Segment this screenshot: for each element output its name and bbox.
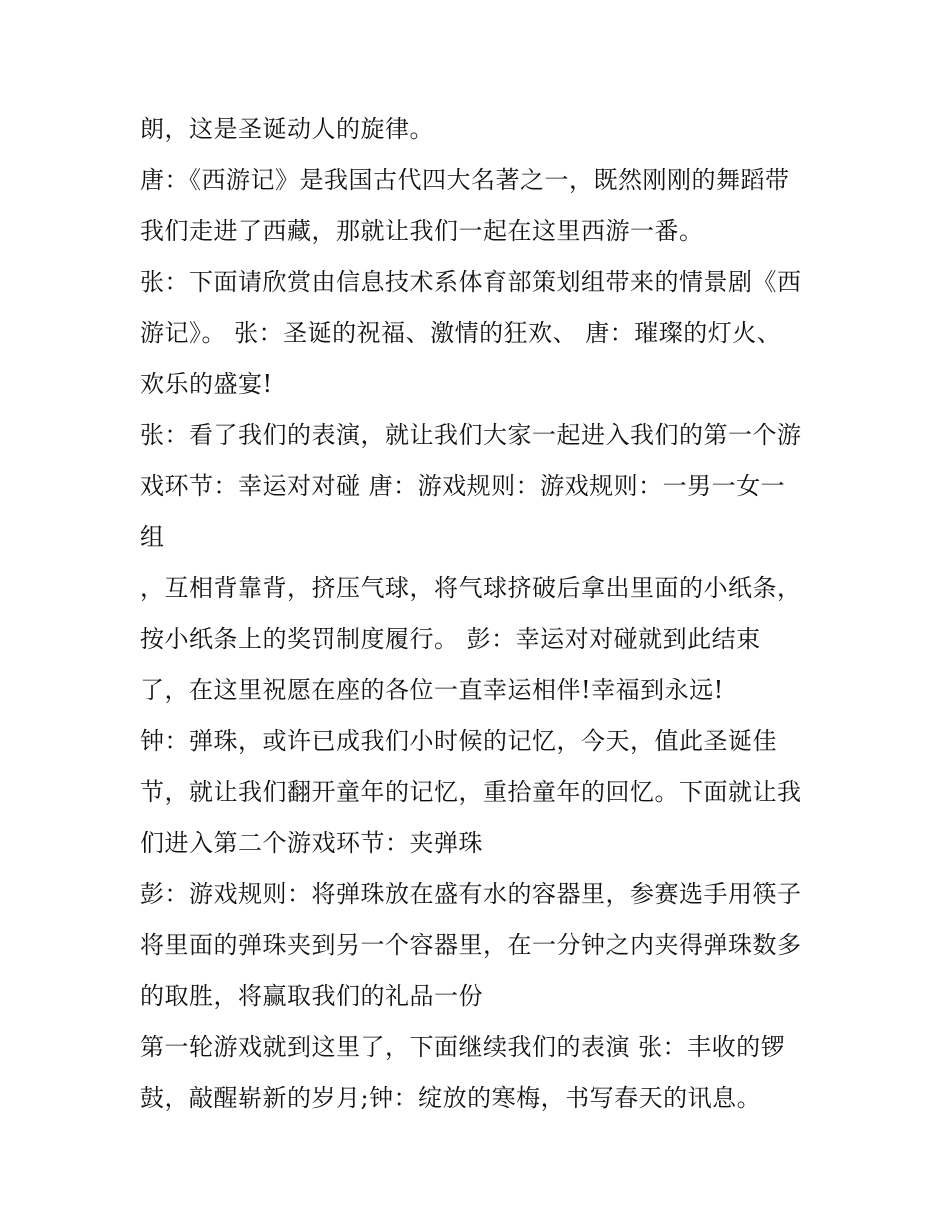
text-line: 唐：《西游记》是我国古代四大名著之一，既然刚刚的舞蹈带 bbox=[140, 166, 790, 194]
text-line: 按小纸条上的奖罚制度履行。 彭：幸运对对碰就到此结束 bbox=[140, 625, 761, 653]
text-line: 第一轮游戏就到这里了，下面继续我们的表演 张：丰收的锣 bbox=[140, 1033, 786, 1061]
document-body bbox=[140, 104, 820, 1124]
text-line: 了，在这里祝愿在座的各位一直幸运相伴!幸福到永远! bbox=[140, 676, 724, 704]
text-line: ，互相背靠背，挤压气球，将气球挤破后拿出里面的小纸条， bbox=[140, 574, 802, 602]
text-line: 朗，这是圣诞动人的旋律。 bbox=[140, 115, 434, 143]
text-line: 们进入第二个游戏环节：夹弹珠 bbox=[140, 829, 483, 857]
text-line: 鼓，敲醒崭新的岁月;钟：绽放的寒梅，书写春天的讯息。 bbox=[140, 1084, 762, 1112]
text-line: 张：下面请欣赏由信息技术系体育部策划组带来的情景剧《西 bbox=[140, 268, 802, 296]
text-line: 的取胜，将赢取我们的礼品一份 bbox=[140, 982, 483, 1010]
text-line: 游记》。 张：圣诞的祝福、激情的狂欢、 唐：璀璨的灯火、 bbox=[140, 319, 782, 347]
text-line: 彭：游戏规则：将弹珠放在盛有水的容器里，参赛选手用筷子 bbox=[140, 880, 802, 908]
text-line: 钟：弹珠，或许已成我们小时候的记忆，今天，值此圣诞佳 bbox=[140, 727, 777, 755]
text-line: 节，就让我们翻开童年的记忆，重拾童年的回忆。下面就让我 bbox=[140, 778, 802, 806]
text-line: 组 bbox=[140, 523, 165, 551]
text-line: 张：看了我们的表演，就让我们大家一起进入我们的第一个游 bbox=[140, 421, 802, 449]
text-line: 将里面的弹珠夹到另一个容器里，在一分钟之内夹得弹珠数多 bbox=[140, 931, 802, 959]
text-line: 我们走进了西藏，那就让我们一起在这里西游一番。 bbox=[140, 217, 704, 245]
text-line: 戏环节：幸运对对碰 唐：游戏规则：游戏规则：一男一女一 bbox=[140, 472, 786, 500]
text-line: 欢乐的盛宴! bbox=[140, 370, 273, 398]
